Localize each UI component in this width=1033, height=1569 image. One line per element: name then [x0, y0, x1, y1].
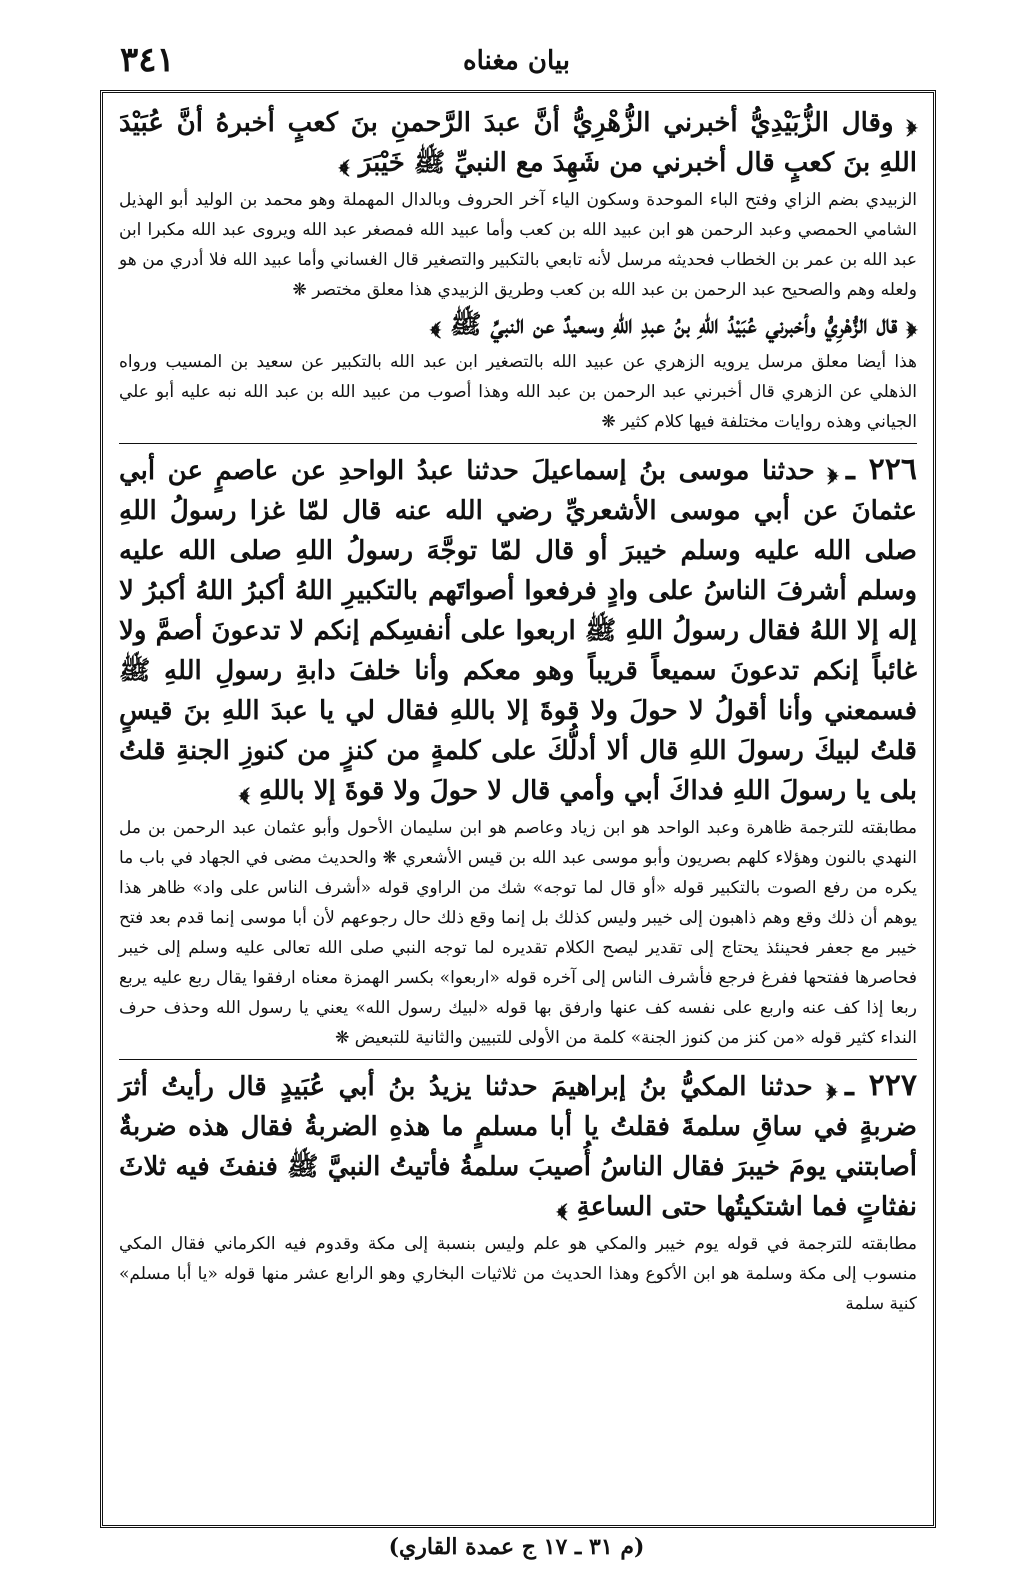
hadith-text: ﴿ قال الزُّهْرِيُّ وأخبرني عُبَيْدُ اللهِ بنُ عبدِ اللهِ وسعيدٌ عن النبيِّ ﷺ ﴾: [430, 310, 917, 340]
hadith-number: ٢٢٦ ـ: [845, 452, 917, 487]
commentary-text: مطابقته للترجمة ظاهرة وعبد الواحد هو ابن زياد وعاصم هو ابن سليمان الأحول وأبو عثمان عبد الرحمن بن مل النهدي بالنون وهؤلاء كلهم بصريون وأبو موسى عبد الله بن قيس الأشعري ❋ والحديث مضى في الجهاد في باب ما يكره من رفع الصوت بالتكبير قوله «أو قال لما توجه» شك من الراوي قوله «أشرف الناس على واد» ظاهر هذا يوهم أن ذلك وقع وهم ذاهبون إلى خيبر وليس كذلك بل إنما وقع ذلك حال رجوعهم لأن أبا موسى إنما قدم بعد فتح خيبر مع جعفر فحينئذ يحتاج إلى تقدير ليصح الكلام تقديره لما توجه النبي صلى الله تعالى عليه وسلم إلى خيبر فحاصرها ففتحها ففرغ فرجع فأشرف الناس إلى آخره قوله «اربعوا» بكسر الهمزة معناه ارفقوا يقال ربع عليه يربع ربعا إذا كف عنه واربع على نفسه كف عنها وارفق بها قوله «لبيك رسول الله» يعني يا رسول الله وحذف حرف النداء كثير قوله «من كنز من كنوز الجنة» كلمة من الأولى للتبيين والثانية للتبعيض ❋: [119, 818, 917, 1048]
commentary-text: هذا أيضا معلق مرسل يرويه الزهري عن عبيد الله بالتصغير ابن عبد الله بالتكبير عن سعيد بن المسيب ورواه الذهلي عن الزهري قال أخبرني عبد الرحمن بن عبد الله وهذا أصوب من عبيد الله بن عبد الله نبه عليه أبو علي الجياني وهذه روايات مختلفة فيها كلام كثير ❋: [119, 352, 917, 432]
divider: [119, 443, 917, 444]
hadith-text: ﴿ حدثنا موسى بنُ إسماعيلَ حدثنا عبدُ الواحدِ عن عاصمٍ عن أبي عثمانَ عن أبي موسى الأشعريِّ رضي الله عنه قال لمّا غزا رسولُ اللهِ صلى الله عليه وسلم خيبرَ أو قال لمّا توجَّهَ رسولُ اللهِ صلى الله عليه وسلم أشرفَ الناسُ على وادٍ فرفعوا أصواتَهم بالتكبيرِ اللهُ أكبرُ اللهُ أكبرُ لا إله إلا اللهُ فقال رسولُ اللهِ ﷺ اربعوا على أنفسِكم إنكم لا تدعونَ أصمَّ ولا غائباً إنكم تدعونَ سميعاً قريباً وهو معكم وأنا خلفَ دابةِ رسولِ اللهِ ﷺ فسمعني وأنا أقولُ لا حولَ ولا قوةَ إلا باللهِ فقال لي يا عبدَ اللهِ بنَ قيسٍ قلتُ لبيكَ رسولَ اللهِ قال ألا أدلُّكَ على كلمةٍ من كنزٍ من كنوزِ الجنةِ قلتُ بلى يا رسولَ اللهِ فداكَ أبي وأمي قال لا حولَ ولا قوةَ إلا باللهِ ﴾: [119, 456, 918, 806]
text-frame: [100, 90, 936, 1528]
commentary-text: مطابقته للترجمة في قوله يوم خيبر والمكي هو علم وليس بنسبة إلى مكة وقدوم فيه الكرماني فقال المكي منسوب إلى مكة وسلمة هو ابن الأكوع وهذا الحديث من ثلاثيات البخاري وهو الرابع عشر منها قوله «يا أبا مسلم» كنية سلمة: [119, 1234, 917, 1314]
hadith-text: ﴿ وقال الزُّبَيْدِيُّ أخبرني الزُّهْرِيُّ أنَّ عبدَ الرَّحمنِ بنَ كعبٍ أخبرهُ أنَّ عُبَيْدَ اللهِ بنَ كعبٍ قال أخبرني من شَهِدَ مع النبيِّ ﷺ خَيْبَرَ ﴾: [119, 108, 917, 178]
hadith-226: [119, 450, 917, 811]
hadith-text: ﴿ حدثنا المكيُّ بنُ إبراهيمَ حدثنا يزيدُ بنُ أبي عُبَيدٍ قال رأيتُ أثرَ ضربةٍ في ساقِ سلمةَ فقلتُ يا أبا مسلمٍ ما هذهِ الضربةُ فقال هذه ضربةٌ أصابتني يومَ خيبرَ فقال الناسُ أُصيبَ سلمةُ فأتيتُ النبيَّ ﷺ فنفثَ فيه ثلاثَ نفثاتٍ فما اشتكيتُها حتى الساعةِ ﴾: [119, 1072, 917, 1222]
divider: [119, 1059, 917, 1060]
hadith-227: [119, 1066, 917, 1227]
running-head: بيان مغناه: [462, 46, 570, 76]
page-number: ٣٤١: [120, 40, 175, 80]
footer-signature: (م ٣١ ـ ١٧ ج عمدة القاري): [388, 1534, 645, 1560]
hadith-number: ٢٢٧ ـ: [844, 1068, 918, 1103]
commentary-text: الزبيدي بضم الزاي وفتح الباء الموحدة وسكون الياء آخر الحروف وبالدال المهملة وهو محمد بن الوليد أبو الهذيل الشامي الحمصي وعبد الرحمن هو ابن عبيد الله بن كعب وأما عبيد الله فمصغر عبد الله ويروى عبد الله مكبرا ابن عبد الله بن عمر بن الخطاب فحديثه مرسل لأنه تابعي بالتكبير والتصغير قال الغساني وأما عبيد الله فلا أدري من هو ولعله وهم والصحيح عبد الرحمن بن عبد الله بن كعب وطريق الزبيدي هذا معلق مختصر ❋: [119, 190, 917, 300]
